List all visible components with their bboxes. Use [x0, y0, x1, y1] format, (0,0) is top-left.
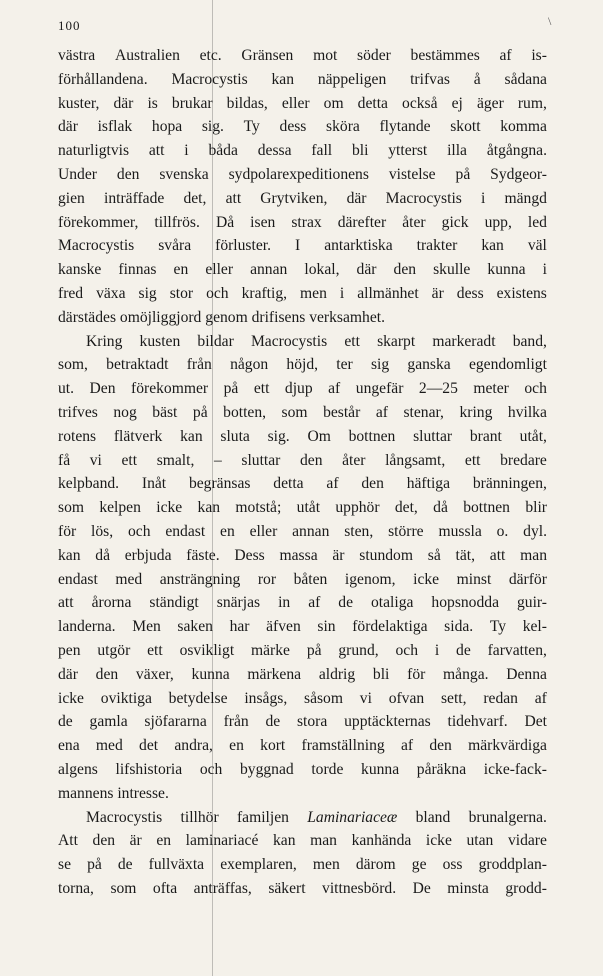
text-line: rotens flätverk kan sluta sig. Om bottnen sluttar brant utåt,	[58, 427, 547, 445]
text-line: landerna. Men saken har äfven sin fördelaktiga sida. Ty kel-	[58, 618, 547, 636]
text-line: Kring kusten bildar Macrocystis ett skarpt markeradt band,	[86, 332, 547, 350]
text-line: för lös, och endast en eller annan sten, större mussla o. dyl.	[58, 522, 547, 540]
text-line: icke oviktiga betydelse insågs, såsom vi ofvan sett, redan af	[58, 689, 547, 707]
text-line: kanske finnas en eller annan lokal, där den skulle kunna i	[58, 261, 547, 279]
corner-mark: \	[548, 14, 552, 28]
text-line: ut. Den förekommer på ett djup af ungefär 2—25 meter och	[58, 380, 547, 398]
text-line: förekommer, tillfrös. Då isen strax därefter åter gick upp, led	[58, 213, 547, 231]
text-line: Macrocystis tillhör familjen Laminariaceæ bland brunalgerna.	[86, 808, 547, 826]
text-line: där isflak hopa sig. Ty dess sköra flytande skott komma	[58, 118, 547, 136]
text-line: som, betraktadt från någon höjd, ter sig ganska egendomligt	[58, 356, 547, 374]
text-line: algens lifshistoria och byggnad torde kunna påräkna icke-fack-	[58, 760, 547, 778]
text-line: de gamla sjöfararna från de stora upptäckternas tidehvarf. Det	[58, 713, 547, 731]
text-line: västra Australien etc. Gränsen mot söder bestämmes af is-	[58, 47, 547, 64]
text-line: kan då erbjuda fäste. Dess massa är stundom så tät, att man	[58, 546, 547, 564]
text-line: fred växa sig stor och kraftig, men i allmänhet är dess existens	[58, 284, 547, 302]
text-line: Att den är en laminariacé kan man kanhända icke utan vidare	[58, 832, 547, 850]
text-line: torna, som ofta anträffas, säkert vittnesbörd. De minsta grodd-	[58, 879, 547, 897]
text-line: ena med det andra, en kort framställning af den märkvärdiga	[58, 737, 547, 755]
text-line: gien inträffade det, att Grytviken, där Macrocystis i mängd	[58, 189, 547, 207]
text-line: där den växer, kunna märkena aldrig bli för många. Denna	[58, 665, 547, 683]
text-line: få vi ett smalt, – sluttar den åter långsamt, ett bredare	[58, 451, 547, 469]
text-line: att årorna ständigt snärjas in af de otaliga hopsnodda guir-	[58, 594, 547, 612]
page-number: 100	[58, 18, 81, 33]
text-line: Under den svenska sydpolarexpeditionens vistelse på Sydgeor-	[58, 165, 547, 183]
text-line: som kelpen icke kan motstå; utåt upphör det, då bottnen blir	[58, 499, 547, 517]
text-line: trifves nog bäst på botten, som består af stenar, kring hvilka	[58, 403, 547, 421]
text-line: naturligtvis att i båda dessa fall bli ytterst illa åtgångna.	[58, 142, 547, 160]
text-line: se på de fullväxta exemplaren, men därom ge oss groddplan-	[58, 856, 547, 874]
text-line: därstädes omöjliggjord genom drifisens verksamhet.	[58, 308, 385, 326]
text-line: mannens intresse.	[58, 784, 169, 802]
text-line: kelpband. Inåt begränsas detta af den häftiga bränningen,	[58, 475, 547, 493]
text-line: endast med ansträngning ror båten igenom, icke minst därför	[58, 570, 547, 588]
text-line: kuster, där is brukar bildas, eller om detta också ej äger rum,	[58, 94, 547, 112]
text-line: förhållandena. Macrocystis kan näppeligen trifvas å sådana	[58, 70, 547, 88]
body-text	[58, 44, 547, 901]
text-line: Macrocystis svåra förluster. I antarktiska trakter kan väl	[58, 237, 547, 255]
text-line: pen utgör ett osvikligt märke på grund, och i de farvatten,	[58, 641, 547, 659]
